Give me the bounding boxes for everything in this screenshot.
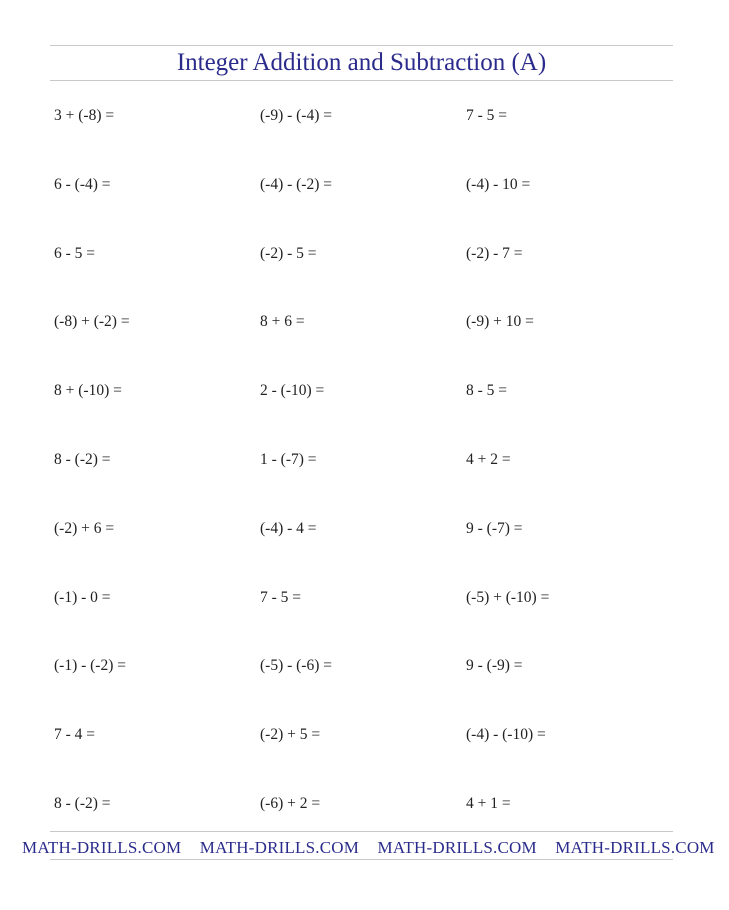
problem-r9-c3: 9 - (-9) = [466, 657, 523, 674]
problem-r1-c2: (-9) - (-4) = [260, 107, 332, 124]
problem-r6-c1: 8 - (-2) = [54, 451, 111, 468]
problem-r1-c3: 7 - 5 = [466, 107, 508, 124]
problem-r6-c2: 1 - (-7) = [260, 451, 317, 468]
problem-r2-c2: (-4) - (-2) = [260, 176, 332, 193]
problem-r5-c1: 8 + (-10) = [54, 382, 122, 399]
problem-r8-c3: (-5) + (-10) = [466, 589, 550, 606]
footer-watermark-band [22, 835, 715, 859]
footer-watermark-text: MATH-DRILLS.COM [22, 838, 182, 857]
footer-top-rule [50, 831, 673, 832]
problem-r7-c1: (-2) + 6 = [54, 520, 115, 537]
problem-r3-c3: (-2) - 7 = [466, 245, 523, 262]
footer-watermark-text: MATH-DRILLS.COM [377, 838, 537, 857]
problem-r6-c3: 4 + 2 = [466, 451, 511, 468]
problem-r4-c3: (-9) + 10 = [466, 313, 534, 330]
problem-r7-c2: (-4) - 4 = [260, 520, 317, 537]
problem-r11-c1: 8 - (-2) = [54, 795, 111, 812]
problem-r3-c2: (-2) - 5 = [260, 245, 317, 262]
footer-watermark-text: MATH-DRILLS.COM [199, 838, 360, 857]
problem-r11-c3: 4 + 1 = [466, 795, 511, 812]
problem-r2-c1: 6 - (-4) = [54, 176, 111, 193]
problem-r4-c1: (-8) + (-2) = [54, 313, 130, 330]
problem-r10-c3: (-4) - (-10) = [466, 726, 546, 743]
problem-r4-c2: 8 + 6 = [260, 313, 305, 330]
footer-watermark-track [22, 837, 729, 859]
worksheet-title: Integer Addition and Subtraction (A) [176, 49, 547, 76]
problem-r10-c1: 7 - 4 = [54, 726, 96, 743]
problem-r5-c3: 8 - 5 = [466, 382, 508, 399]
footer-bottom-rule [50, 859, 673, 860]
problem-r8-c2: 7 - 5 = [260, 589, 302, 606]
problem-r11-c2: (-6) + 2 = [260, 795, 321, 812]
problem-r8-c1: (-1) - 0 = [54, 589, 111, 606]
footer-watermark-text: MATH-DRILLS.COM [555, 838, 715, 857]
problem-r5-c2: 2 - (-10) = [260, 382, 325, 399]
problem-r2-c3: (-4) - 10 = [466, 176, 531, 193]
problem-r1-c1: 3 + (-8) = [54, 107, 115, 124]
problem-r9-c2: (-5) - (-6) = [260, 657, 332, 674]
problem-r7-c3: 9 - (-7) = [466, 520, 523, 537]
problem-r10-c2: (-2) + 5 = [260, 726, 321, 743]
problem-r3-c1: 6 - 5 = [54, 245, 96, 262]
problem-r9-c1: (-1) - (-2) = [54, 657, 126, 674]
